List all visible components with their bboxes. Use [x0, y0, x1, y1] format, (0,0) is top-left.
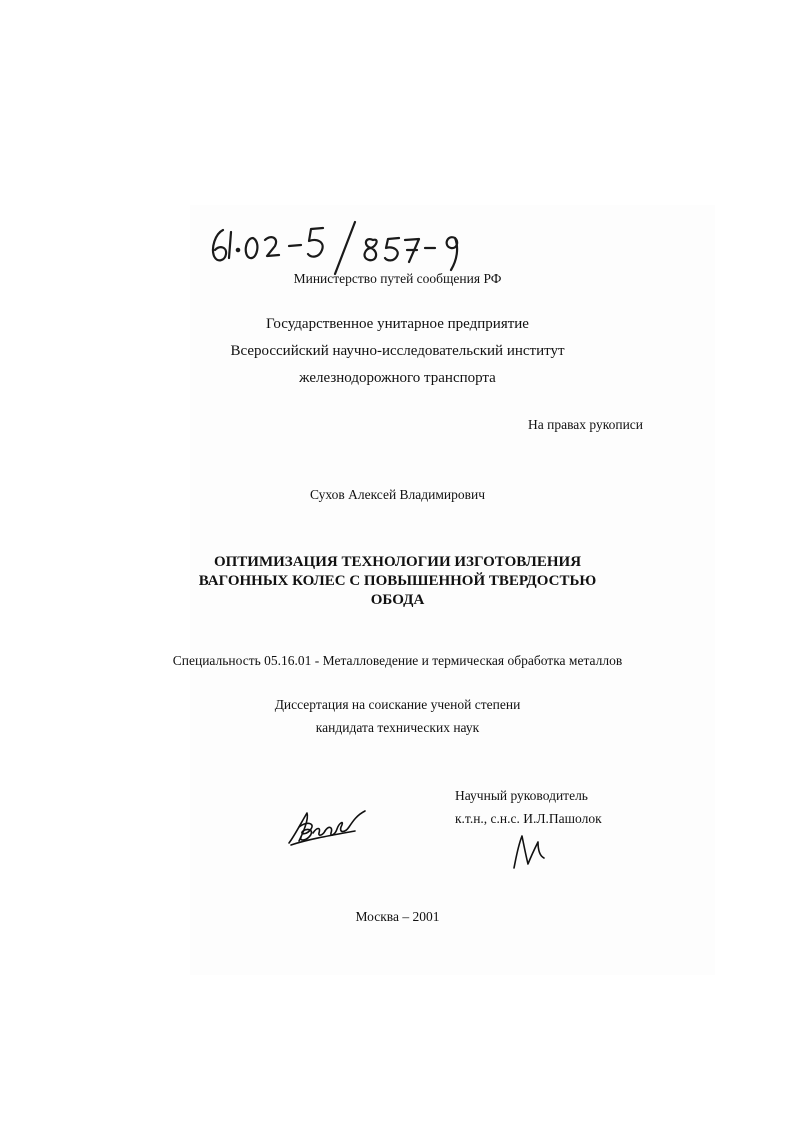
- degree-line-2: кандидата технических наук: [315, 720, 480, 735]
- manuscript-rights-label: На правах рукописи: [528, 417, 644, 432]
- institution-line-3: железнодорожного транспорта: [299, 370, 496, 386]
- supervisor-label: Научный руководитель: [455, 788, 588, 803]
- institution-line-2: Всероссийский научно-исследовательский институт: [230, 343, 565, 359]
- degree-line-1: Диссертация на соискание ученой степени: [274, 697, 521, 712]
- title-line-3: ОБОДА: [370, 592, 425, 608]
- specialty-line: Специальность 05.16.01 - Металловедение и термическая обработка металлов: [172, 653, 623, 668]
- supervisor-signature: [508, 832, 553, 872]
- author-name: Сухов Алексей Владимирович: [309, 487, 486, 502]
- title-line-2: ВАГОННЫХ КОЛЕС С ПОВЫШЕННОЙ ТВЕРДОСТЬЮ: [198, 573, 597, 589]
- author-signature: [285, 805, 370, 850]
- supervisor-name: к.т.н., с.н.с. И.Л.Пашолок: [455, 811, 602, 826]
- ministry-name: Министерство путей сообщения РФ: [293, 271, 502, 286]
- title-line-1: ОПТИМИЗАЦИЯ ТЕХНОЛОГИИ ИЗГОТОВЛЕНИЯ: [213, 554, 582, 570]
- handwritten-archive-number: [205, 208, 495, 278]
- institution-line-1: Государственное унитарное предприятие: [266, 316, 529, 332]
- place-and-year: Москва – 2001: [355, 909, 440, 924]
